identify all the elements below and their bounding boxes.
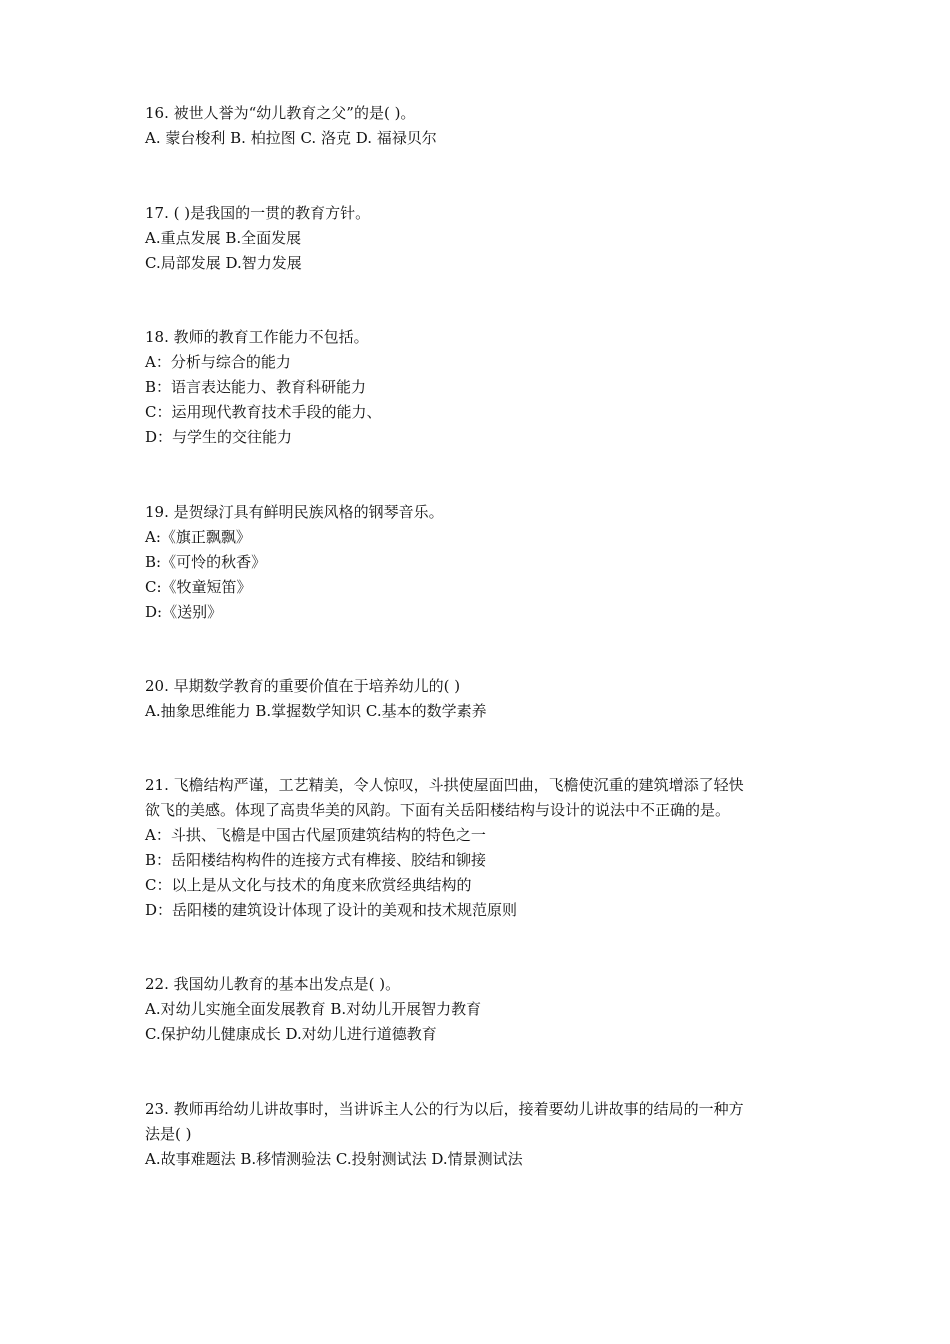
question-stem: 19. 是贺绿汀具有鲜明民族风格的钢琴音乐。 <box>145 503 444 521</box>
question-21 <box>145 773 825 923</box>
question-stem: 18. 教师的教育工作能力不包括。 <box>145 328 369 346</box>
question-option-line: A.对幼儿实施全面发展教育 B.对幼儿开展智力教育 <box>145 1000 482 1018</box>
question-stem: 17. ( )是我国的一贯的教育方针。 <box>145 204 371 222</box>
question-20 <box>145 674 825 724</box>
question-option-d: D：与学生的交往能力 <box>145 428 293 446</box>
question-stem: 16. 被世人誉为“幼儿教育之父”的是( )。 <box>145 104 416 122</box>
question-stem: 20. 早期数学教育的重要价值在于培养幼儿的( ) <box>145 677 461 695</box>
question-option-c: C：以上是从文化与技术的角度来欣赏经典结构的 <box>145 876 472 894</box>
question-22 <box>145 972 825 1047</box>
question-option-line: C.保护幼儿健康成长 D.对幼儿进行道德教育 <box>145 1025 437 1043</box>
question-option-b: B:《可怜的秋香》 <box>145 553 267 571</box>
question-option-d: D：岳阳楼的建筑设计体现了设计的美观和技术规范原则 <box>145 901 518 919</box>
question-options: A.故事难题法 B.移情测验法 C.投射测试法 D.情景测试法 <box>145 1150 523 1168</box>
question-option-d: D:《送别》 <box>145 603 223 621</box>
question-option-a: A:《旗正飘飘》 <box>145 528 251 546</box>
question-stem-continued: 法是( ) <box>145 1125 192 1143</box>
question-stem-continued: 欲飞的美感。体现了高贵华美的风韵。下面有关岳阳楼结构与设计的说法中不正确的是。 <box>145 801 731 819</box>
question-stem: 22. 我国幼儿教育的基本出发点是( )。 <box>145 975 401 993</box>
question-17 <box>145 201 825 276</box>
question-option-line: C.局部发展 D.智力发展 <box>145 254 302 272</box>
question-option-c: C：运用现代教育技术手段的能力、 <box>145 403 382 421</box>
question-options: A.抽象思维能力 B.掌握数学知识 C.基本的数学素养 <box>145 702 487 720</box>
question-16 <box>145 101 825 151</box>
question-options: A. 蒙台梭利 B. 柏拉图 C. 洛克 D. 福禄贝尔 <box>145 129 437 147</box>
question-option-b: B：岳阳楼结构构件的连接方式有榫接、胶结和铆接 <box>145 851 487 869</box>
question-option-a: A：分析与综合的能力 <box>145 353 291 371</box>
question-19 <box>145 500 825 625</box>
question-option-line: A.重点发展 B.全面发展 <box>145 229 302 247</box>
question-stem: 23. 教师再给幼儿讲故事时，当讲诉主人公的行为以后，接着要幼儿讲故事的结局的一种方 <box>145 1100 744 1118</box>
question-option-b: B：语言表达能力、教育科研能力 <box>145 378 367 396</box>
question-18 <box>145 325 825 450</box>
question-stem: 21. 飞檐结构严谨，工艺精美，令人惊叹，斗拱使屋面凹曲，飞檐使沉重的建筑增添了轻快 <box>145 776 744 794</box>
question-23 <box>145 1097 825 1172</box>
question-option-c: C:《牧童短笛》 <box>145 578 252 596</box>
question-option-a: A：斗拱、飞檐是中国古代屋顶建筑结构的特色之一 <box>145 826 486 844</box>
